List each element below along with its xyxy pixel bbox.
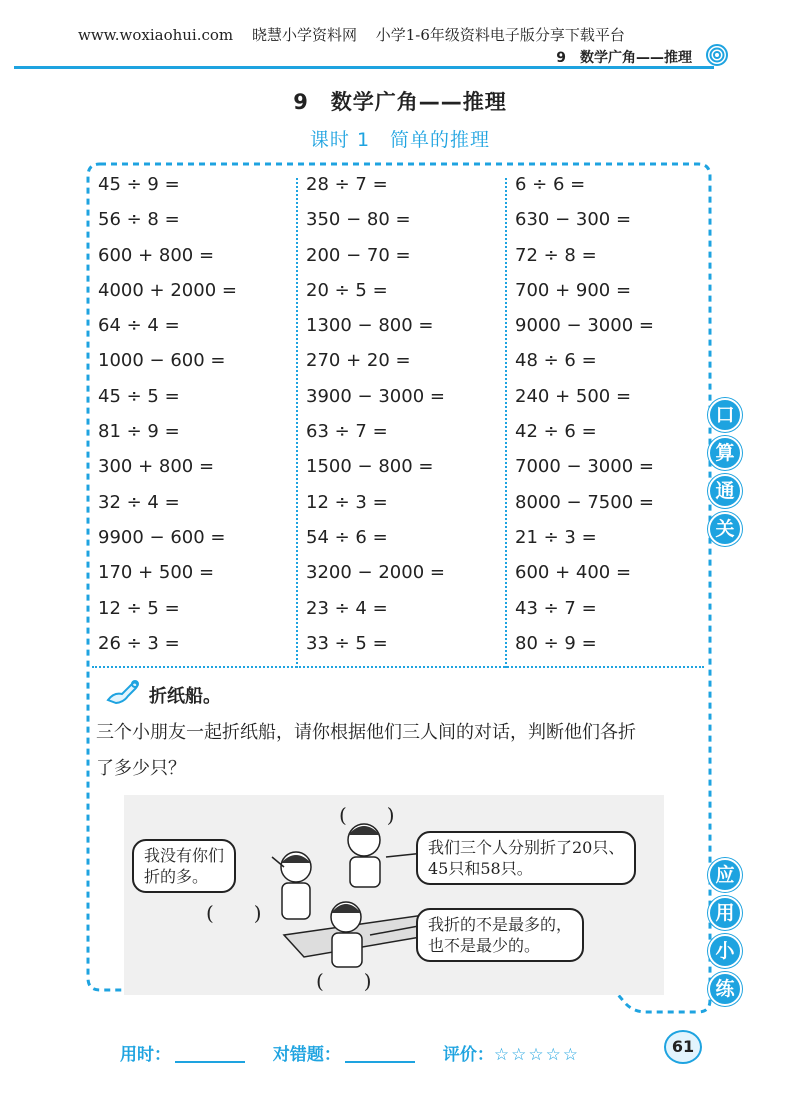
bubble-line: 45只和58只。: [428, 859, 533, 878]
page-title: 9 数学广角——推理: [293, 90, 507, 114]
errors-field[interactable]: [345, 1047, 415, 1063]
exercise-item: 63 ÷ 7 =: [306, 421, 388, 443]
dialogue-illustration: [124, 795, 664, 995]
exercise-item: 4000 + 2000 =: [98, 279, 237, 301]
bubble-line: 也不是最少的。: [428, 936, 541, 955]
exercise-item: 20 ÷ 5 =: [306, 279, 388, 301]
rating-label: 评价：: [442, 1045, 494, 1065]
site-url: www.woxiaohui.com: [78, 26, 234, 44]
exercise-item: 23 ÷ 4 =: [306, 597, 388, 619]
exercise-column-3: [515, 170, 715, 664]
section-divider: [92, 666, 704, 668]
exercise-item: 170 + 500 =: [98, 562, 215, 584]
exercise-item: 1500 − 800 =: [306, 456, 434, 478]
column-divider: [296, 178, 298, 668]
exercise-item: 54 ÷ 6 =: [306, 526, 388, 548]
exercise-item: 9900 − 600 =: [98, 526, 226, 548]
time-field[interactable]: [175, 1047, 245, 1063]
exercise-item: 200 − 70 =: [306, 244, 411, 266]
exercise-item: 9000 − 3000 =: [515, 315, 654, 337]
exercise-item: 12 ÷ 3 =: [306, 491, 388, 513]
spiral-icon: [706, 44, 728, 66]
exercise-item: 630 − 300 =: [515, 209, 632, 231]
side-char: 口: [708, 398, 742, 432]
site-slogan: 小学1-6年级资料电子版分享下载平台: [375, 26, 625, 44]
side-char: 应: [708, 858, 742, 892]
side-char: 通: [708, 474, 742, 508]
site-info: [78, 24, 639, 45]
exercise-item: 48 ÷ 6 =: [515, 350, 597, 372]
side-char: 关: [708, 512, 742, 546]
exercise-item: 45 ÷ 5 =: [98, 385, 180, 407]
exercise-item: 600 + 400 =: [515, 562, 632, 584]
side-char: 用: [708, 896, 742, 930]
page-number: 61: [664, 1030, 702, 1064]
exercise-item: 81 ÷ 9 =: [98, 421, 180, 443]
chapter-tag: 9 数学广角——推理: [556, 50, 692, 66]
hand-pointer-icon: [104, 678, 142, 706]
exercise-item: 26 ÷ 3 =: [98, 632, 180, 654]
lesson-subtitle: 课时 1 简单的推理: [309, 129, 491, 151]
bubble-line: 我折的不是最多的，: [428, 915, 573, 934]
task-title: 折纸船。: [149, 686, 221, 707]
speech-bubble-top-right: [416, 831, 636, 885]
exercise-item: 33 ÷ 5 =: [306, 632, 388, 654]
answer-blank-left[interactable]: ( ): [206, 901, 262, 925]
exercise-item: 42 ÷ 6 =: [515, 421, 597, 443]
answer-blank-top[interactable]: ( ): [339, 803, 395, 827]
exercise-item: 64 ÷ 4 =: [98, 315, 180, 337]
task-question-line: 了多少只？: [96, 758, 186, 779]
oral-arithmetic-grid: [92, 170, 702, 660]
header-divider: [14, 66, 714, 69]
exercise-item: 600 + 800 =: [98, 244, 215, 266]
exercise-item: 7000 − 3000 =: [515, 456, 654, 478]
exercise-item: 80 ÷ 9 =: [515, 632, 597, 654]
rating-stars[interactable]: ☆☆☆☆☆: [493, 1045, 581, 1065]
exercise-item: 72 ÷ 8 =: [515, 244, 597, 266]
exercise-item: 270 + 20 =: [306, 350, 411, 372]
speech-bubble-left: [132, 839, 236, 893]
exercise-item: 28 ÷ 7 =: [306, 174, 388, 195]
bubble-line: 我们三个人分别折了20只、: [428, 838, 625, 857]
exercise-item: 700 + 900 =: [515, 279, 632, 301]
side-tab-apply: [708, 858, 744, 1010]
exercise-column-1: [98, 170, 298, 664]
column-divider: [505, 178, 507, 668]
exercise-item: 21 ÷ 3 =: [515, 526, 597, 548]
task-question-line: 三个小朋友一起折纸船，请你根据他们三人间的对话，判断他们各折: [96, 722, 636, 743]
exercise-item: 3200 − 2000 =: [306, 562, 445, 584]
site-name: 晓慧小学资料网: [251, 26, 357, 44]
exercise-item: 6 ÷ 6 =: [515, 174, 586, 195]
side-char: 算: [708, 436, 742, 470]
exercise-item: 32 ÷ 4 =: [98, 491, 180, 513]
bubble-line: 折的多。: [144, 867, 209, 886]
time-label: 用时：: [120, 1045, 171, 1065]
errors-label: 对错题：: [272, 1045, 341, 1065]
exercise-item: 350 − 80 =: [306, 209, 411, 231]
exercise-item: 45 ÷ 9 =: [98, 174, 180, 195]
exercise-item: 56 ÷ 8 =: [98, 209, 180, 231]
page-header: [0, 0, 800, 70]
exercise-item: 300 + 800 =: [98, 456, 215, 478]
exercise-item: 240 + 500 =: [515, 385, 632, 407]
exercise-item: 8000 − 7500 =: [515, 491, 654, 513]
bubble-line: 我没有你们: [144, 846, 225, 865]
speech-bubble-bottom-right: [416, 908, 584, 962]
exercise-item: 12 ÷ 5 =: [98, 597, 180, 619]
side-char: 小: [708, 934, 742, 968]
exercise-item: 1300 − 800 =: [306, 315, 434, 337]
footer-evaluation: [120, 1040, 580, 1065]
exercise-item: 1000 − 600 =: [98, 350, 226, 372]
exercise-item: 43 ÷ 7 =: [515, 597, 597, 619]
side-char: 练: [708, 972, 742, 1006]
exercise-column-2: [306, 170, 506, 664]
answer-blank-bottom[interactable]: ( ): [316, 969, 372, 993]
exercise-item: 3900 − 3000 =: [306, 385, 445, 407]
side-tab-oral: [708, 398, 744, 550]
